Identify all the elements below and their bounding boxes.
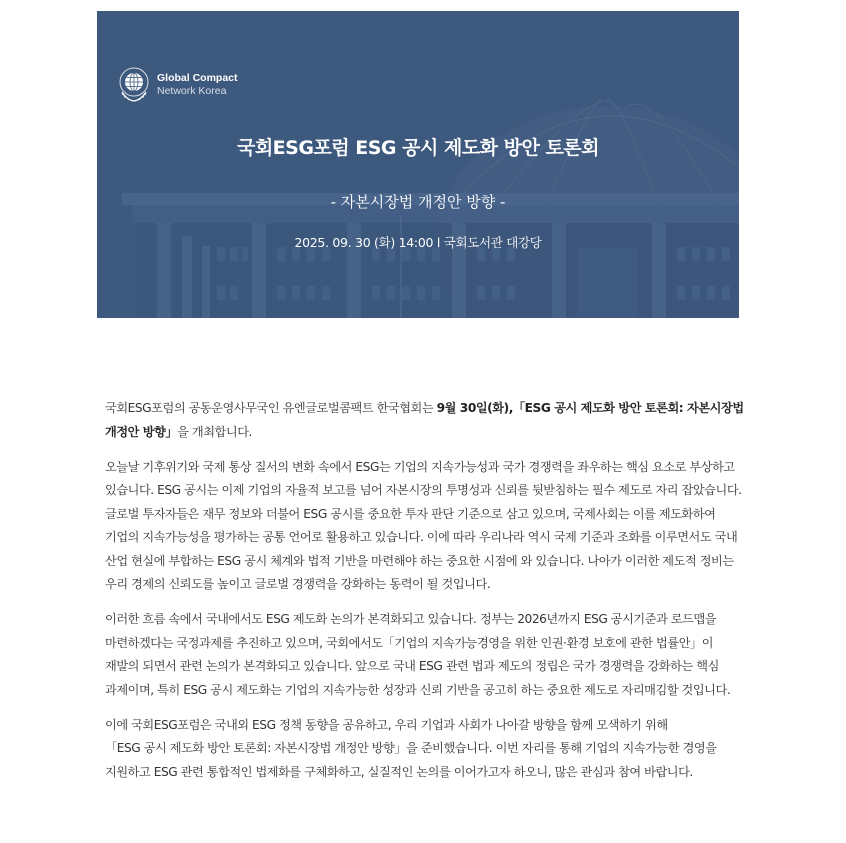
intro-text: 국회ESG포럼의 공동운영사무국인 유엔글로벌콤팩트 한국협회는: [105, 401, 437, 415]
paragraph-background: [105, 456, 745, 597]
event-date-venue: 2025. 09. 30 (화) 14:00 l 국회도서관 대강당: [294, 235, 542, 250]
event-title: 국회ESG포럼 ESG 공시 제도화 방안 토론회: [236, 137, 600, 159]
announcement-body: [105, 397, 745, 796]
logo-title: Global Compact: [157, 72, 238, 84]
event-highlight: 9월 30일(화),「ESG 공시 제도화 방안 토론회: 자본시장법 개정안 방향」: [105, 401, 744, 439]
event-banner: [97, 11, 739, 318]
national-assembly-building-illustration: [97, 11, 739, 318]
event-subtitle: - 자본시장법 개정안 방향 -: [330, 193, 506, 211]
logo-subtitle: Network Korea: [157, 85, 227, 97]
background-text: 오늘날 기후위기와 국제 통상 질서의 변화 속에서 ESG는 기업의 지속가능성과 국가 경쟁력을 좌우하는 핵심 요소로 부상하고 있습니다. ESG 공시는 이제 기업의 자율적 보고를 넘어 자본시장의 투명성과 신뢰를 뒷받침하는 필수 제도로 자리 잡았습니다. 글로벌 투자자들은 재무 정보와 더불어 ESG 공시를 중요한 투자 판단 기준으로 삼고 있으며, 국제사회는 이를 제도화하여 기업의 지속가능성을 평가하는 공통 언어로 활용하고 있습니다. 이에 따라 우리나라 역시 국제 기준과 조화를 이루면서도 국내 산업 현실에 부합하는 ESG 공시 체계와 법적 기반을 마련해야 하는 중요한 시점에 와 있습니다. 나아가 이러한 제도적 정비는 우리 경제의 신뢰도를 높이고 글로벌 경쟁력을 강화하는 동력이 될 것입니다.: [105, 459, 742, 591]
invitation-text-1: 이에 국회ESG포럼은 국내외 ESG 정책 동향을 공유하고, 우리 기업과 사회가 나아갈 방향을 함께 모색하기 위해: [105, 717, 668, 732]
global-compact-logo: [117, 66, 238, 104]
un-global-compact-emblem-icon: [117, 66, 151, 104]
paragraph-intro: [105, 397, 745, 444]
intro-suffix: 을 개최합니다.: [177, 424, 252, 439]
paragraph-invitation: [105, 714, 745, 785]
paragraph-domestic-trend: [105, 608, 745, 702]
domestic-trend-text: 이러한 흐름 속에서 국내에서도 ESG 제도화 논의가 본격화되고 있습니다. 정부는 2026년까지 ESG 공시기준과 로드맵을 마련하겠다는 국정과제를 추진하고 있으며, 국회에서도「기업의 지속가능경영을 위한 인권·환경 보호에 관한 법률안」이 재발의 되면서 관련 논의가 본격화되고 있습니다. 앞으로 국내 ESG 관련 법과 제도의 정립은 국가 경쟁력을 강화하는 핵심 과제이며, 특히 ESG 공시 제도화는 기업의 지속가능한 성장과 신뢰 기반을 공고히 하는 중요한 제도로 자리매김할 것입니다.: [105, 612, 731, 697]
invitation-text-2: 「ESG 공시 제도화 방안 토론회: 자본시장법 개정안 방향」을 준비했습니다. 이번 자리를 통해 기업의 지속가능한 경영을 지원하고 ESG 관련 통합적인 법제화를 구체화하고, 실질적인 논의를 이어가고자 하오니, 많은 관심과 참여 바랍니다.: [105, 741, 717, 779]
